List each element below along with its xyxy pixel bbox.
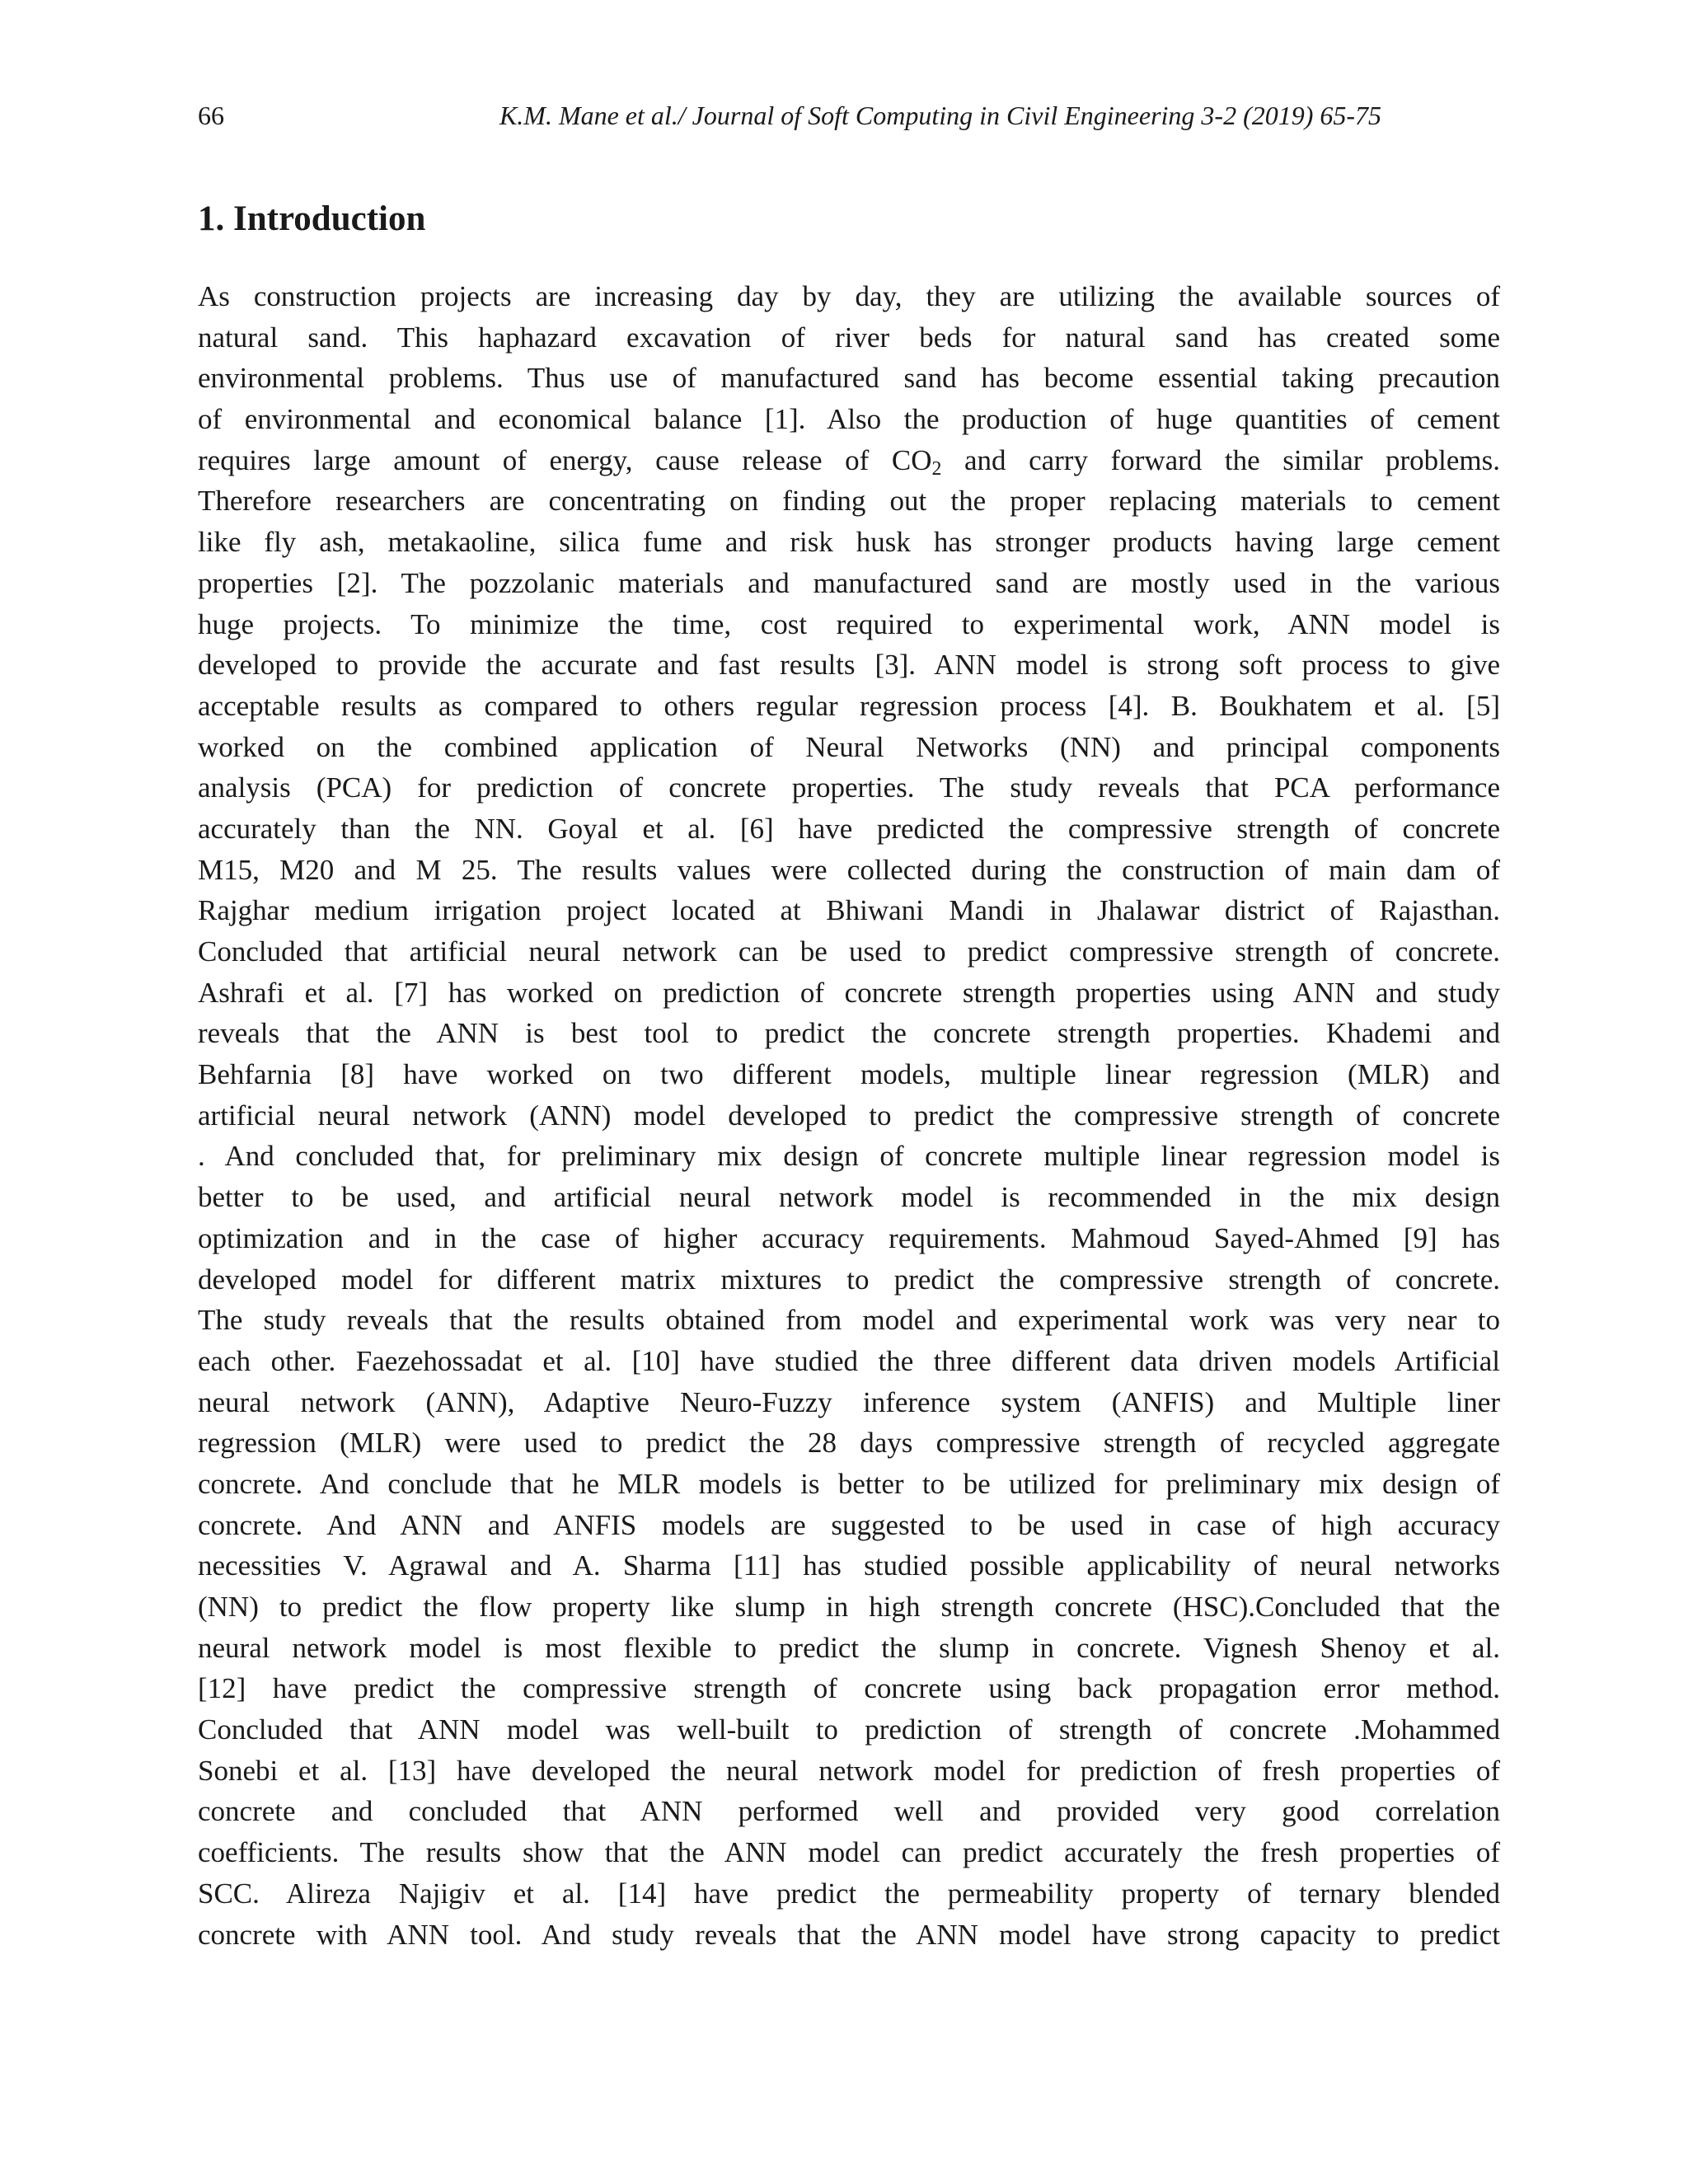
page-number: 66 [198, 101, 224, 130]
paragraph-line: environmental problems. Thus use of manufactured sand has become essential taking precaution [198, 362, 1500, 395]
paragraph-line: . And concluded that, for preliminary mix design of concrete multiple linear regression model is [198, 1140, 1500, 1173]
paragraph-line: SCC. Alireza Najigiv et al. [14] have predict the permeability property of ternary blended [198, 1877, 1500, 1910]
paragraph-line: neural network (ANN), Adaptive Neuro-Fuzzy inference system (ANFIS) and Multiple liner [198, 1385, 1500, 1418]
paragraph-line: analysis (PCA) for prediction of concrete properties. The study reveals that PCA performance [198, 771, 1500, 804]
paragraph-line: concrete and concluded that ANN performed well and provided very good correlation [198, 1795, 1500, 1828]
paragraph-line: like fly ash, metakaoline, silica fume and risk husk has stronger products having large cement [198, 526, 1500, 559]
paragraph-line: each other. Faezehossadat et al. [10] have studied the three different data driven models Artificial [198, 1344, 1500, 1377]
paragraph-line: properties [2]. The pozzolanic materials and manufactured sand are mostly used in the various [198, 566, 1500, 599]
paragraph-line: developed to provide the accurate and fast results [3]. ANN model is strong soft process to give [198, 649, 1500, 682]
journal-citation: K.M. Mane et al./ Journal of Soft Computing in Civil Engineering 3-2 (2019) 65-75 [499, 101, 1382, 130]
paragraph-line: neural network model is most flexible to predict the slump in concrete. Vignesh Shenoy et al. [198, 1631, 1500, 1664]
paragraph-line: natural sand. This haphazard excavation of river beds for natural sand has created some [198, 321, 1500, 354]
paragraph-line: worked on the combined application of Neural Networks (NN) and principal components [198, 730, 1500, 763]
paragraph-line: As construction projects are increasing day by day, they are utilizing the available sources of [198, 280, 1500, 312]
paragraph-line: necessities V. Agrawal and A. Sharma [11] has studied possible applicability of neural networks [198, 1549, 1500, 1582]
running-header [198, 97, 1500, 134]
paragraph-line: artificial neural network (ANN) model developed to predict the compressive strength of concrete [198, 1099, 1500, 1132]
paragraph-line: reveals that the ANN is best tool to predict the concrete strength properties. Khademi and [198, 1017, 1500, 1050]
paragraph-line: Ashrafi et al. [7] has worked on prediction of concrete strength properties using ANN and study [198, 976, 1500, 1009]
paragraph-line: regression (MLR) were used to predict the 28 days compressive strength of recycled aggregate [198, 1427, 1500, 1460]
paragraph-line: Behfarnia [8] have worked on two different models, multiple linear regression (MLR) and [198, 1058, 1500, 1091]
paragraph-line: coefficients. The results show that the ANN model can predict accurately the fresh properties of [198, 1836, 1500, 1869]
paragraph-line: Sonebi et al. [13] have developed the neural network model for prediction of fresh properties of [198, 1754, 1500, 1787]
section-heading: 1. Introduction [198, 199, 426, 238]
paragraph-line: concrete. And conclude that he MLR models is better to be utilized for preliminary mix design of [198, 1467, 1500, 1500]
paragraph-line: concrete with ANN tool. And study reveals that the ANN model have strong capacity to predict [198, 1918, 1500, 1951]
paragraph-line: Therefore researchers are concentrating on finding out the proper replacing materials to cement [198, 485, 1500, 518]
paragraph-line: Concluded that ANN model was well-built to prediction of strength of concrete .Mohammed [198, 1713, 1500, 1746]
paragraph-line: of environmental and economical balance [1]. Also the production of huge quantities of cement [198, 403, 1500, 436]
line-text: requires large amount of energy, cause release of CO [198, 443, 932, 476]
paragraph-line-co2 [198, 440, 1500, 481]
paragraph-line: Rajghar medium irrigation project located at Bhiwani Mandi in Jhalawar district of Rajasthan. [198, 894, 1500, 927]
paragraph-line: (NN) to predict the flow property like slump in high strength concrete (HSC).Concluded that the [198, 1591, 1500, 1623]
paragraph-line: optimization and in the case of higher accuracy requirements. Mahmoud Sayed-Ahmed [9] has [198, 1221, 1500, 1254]
paragraph-line: concrete. And ANN and ANFIS models are suggested to be used in case of high accuracy [198, 1508, 1500, 1541]
paragraph-line: [12] have predict the compressive strength of concrete using back propagation error method. [198, 1672, 1500, 1705]
paragraph-line: acceptable results as compared to others regular regression process [4]. B. Boukhatem et al. [5] [198, 689, 1500, 722]
paragraph-line: better to be used, and artificial neural network model is recommended in the mix design [198, 1181, 1500, 1214]
paragraph-line: developed model for different matrix mixtures to predict the compressive strength of concrete. [198, 1263, 1500, 1296]
paragraph-line: Concluded that artificial neural network can be used to predict compressive strength of concrete. [198, 935, 1500, 968]
paragraph-line: accurately than the NN. Goyal et al. [6] have predicted the compressive strength of concrete [198, 812, 1500, 845]
paragraph-line: huge projects. To minimize the time, cost required to experimental work, ANN model is [198, 607, 1500, 640]
co2-subscript: 2 [931, 457, 942, 480]
line-text-tail: and carry forward the similar problems. [941, 443, 1500, 476]
paragraph-line: M15, M20 and M 25. The results values were collected during the construction of main dam of [198, 853, 1500, 886]
paragraph-line: The study reveals that the results obtained from model and experimental work was very near to [198, 1304, 1500, 1337]
introduction-paragraph [198, 276, 1500, 1955]
